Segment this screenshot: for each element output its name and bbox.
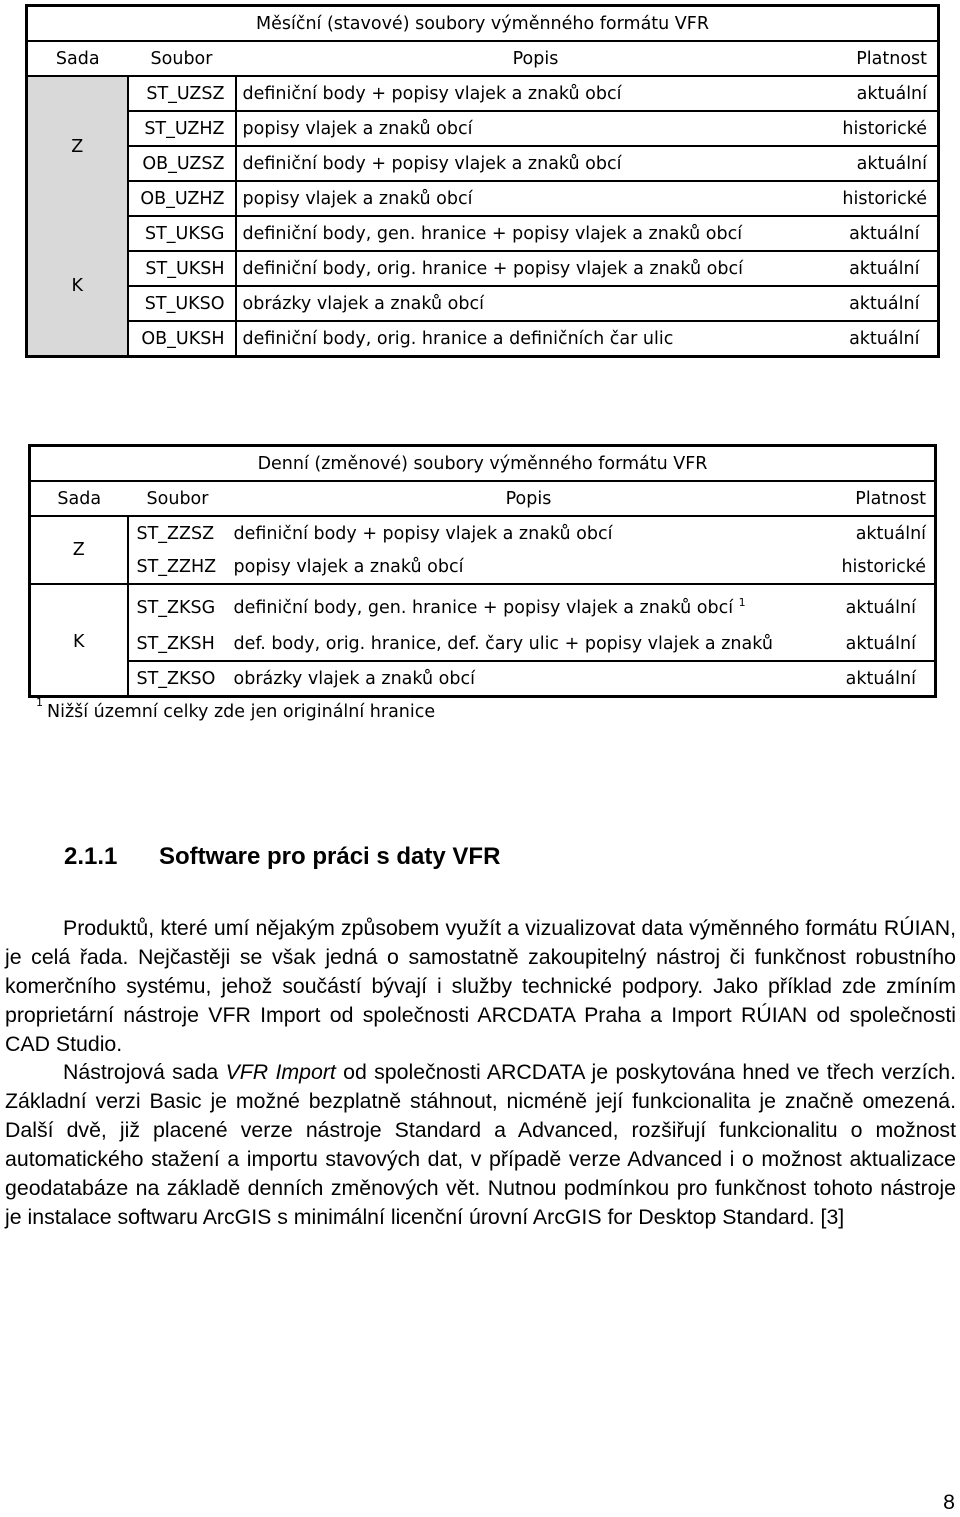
soubor-cell: ST_UZHZ bbox=[128, 111, 236, 146]
platnost-cell: aktuální bbox=[830, 627, 936, 661]
platnost-cell: historické bbox=[830, 550, 936, 584]
popis-cell: obrázky vlajek a znaků obcí bbox=[233, 668, 475, 689]
soubor-cell: OB_UKSH bbox=[128, 321, 236, 357]
popis-cell: definiční body, orig. hranice a definičních čar ulic bbox=[242, 328, 674, 349]
platnost-cell: aktuální bbox=[836, 251, 939, 286]
soubor-cell: OB_UZSZ bbox=[128, 146, 236, 181]
popis-cell: definiční body, gen. hranice + popisy vlajek a znaků obcí bbox=[236, 216, 836, 251]
platnost-cell: aktuální bbox=[849, 328, 920, 349]
header-soubor: Soubor bbox=[128, 41, 236, 76]
footnote bbox=[36, 696, 436, 722]
footnote-mark: 1 bbox=[738, 596, 746, 609]
platnost-cell: aktuální bbox=[836, 216, 939, 251]
paragraph bbox=[5, 1058, 956, 1232]
monthly-files-table bbox=[25, 4, 940, 358]
popis-cell: definiční body, orig. hranice + popisy vlajek a znaků obcí bbox=[236, 251, 836, 286]
paragraph-text: Produktů, které umí nějakým způsobem využít a vizualizovat data výměnného formátu RÚIAN, je celá řada. Nejčastěji se však jedná o samostatně zakoupitelný nástroj či funkčnost robustního komerčního systému, jehož součástí bývají i služby technické podpory. Jako příklad zde zmíním proprietární nástroje VFR Import od společnosti ARCDATA Praha a Import RÚIAN od společnosti CAD Studio. bbox=[5, 916, 956, 1056]
popis-cell: popisy vlajek a znaků obcí bbox=[228, 550, 830, 584]
sada-cell: Z bbox=[27, 76, 128, 216]
soubor-cell: ST_ZZSZ bbox=[136, 523, 215, 544]
platnost-cell: aktuální bbox=[855, 523, 927, 544]
platnost-cell: aktuální bbox=[845, 598, 916, 618]
header-sada: Sada bbox=[27, 41, 128, 76]
popis-cell: popisy vlajek a znaků obcí bbox=[236, 181, 836, 216]
header-soubor: Soubor bbox=[128, 481, 228, 516]
soubor-cell: ST_ZZHZ bbox=[128, 550, 228, 584]
paragraph bbox=[5, 914, 956, 1059]
header-popis: Popis bbox=[236, 41, 836, 76]
sada-cell: K bbox=[27, 216, 128, 357]
popis-cell: definiční body + popisy vlajek a znaků obcí bbox=[236, 146, 836, 181]
header-sada: Sada bbox=[30, 481, 128, 516]
table-title: Měsíční (stavové) soubory výměnného formátu VFR bbox=[27, 6, 939, 42]
header-platnost: Platnost bbox=[836, 41, 939, 76]
platnost-cell: aktuální bbox=[836, 146, 939, 181]
popis-cell: obrázky vlajek a znaků obcí bbox=[236, 286, 836, 321]
popis-cell: popisy vlajek a znaků obcí bbox=[236, 111, 836, 146]
sada-cell: K bbox=[30, 584, 128, 697]
soubor-cell: ST_UZSZ bbox=[128, 76, 236, 111]
section-number: 2.1.1 bbox=[64, 843, 118, 870]
page-number: 8 bbox=[943, 1490, 955, 1514]
header-popis: Popis bbox=[228, 481, 830, 516]
paragraph-text bbox=[5, 1058, 956, 1232]
paragraph-lead: Nástrojová sada bbox=[63, 1060, 226, 1084]
soubor-cell: ST_UKSH bbox=[128, 251, 236, 286]
soubor-cell: ST_UKSO bbox=[128, 286, 236, 321]
platnost-cell: aktuální bbox=[836, 286, 939, 321]
daily-files-table bbox=[28, 444, 937, 698]
platnost-cell: historické bbox=[836, 181, 939, 216]
popis-cell: def. body, orig. hranice, def. čary ulic + popisy vlajek a znaků bbox=[228, 627, 830, 661]
table-title: Denní (změnové) soubory výměnného formátu VFR bbox=[30, 446, 936, 482]
popis-cell bbox=[228, 584, 830, 627]
popis-cell: definiční body + popisy vlajek a znaků obcí bbox=[233, 523, 613, 544]
soubor-cell: OB_UZHZ bbox=[128, 181, 236, 216]
section-title: Software pro práci s daty VFR bbox=[159, 843, 501, 870]
sada-cell: Z bbox=[30, 516, 128, 584]
popis-text: definiční body, gen. hranice + popisy vlajek a znaků obcí bbox=[233, 598, 734, 618]
soubor-cell: ST_ZKSH bbox=[128, 627, 228, 661]
platnost-cell: aktuální bbox=[845, 668, 916, 689]
paragraph-rest: od společnosti ARCDATA je poskytována hned ve třech verzích. Základní verzi Basic je možné bezplatně stáhnout, nicméně její funkcionalita je značně omezená. Další dvě, již placené verze nástroje Standard a Advanced, rozšiřují funkcionalitu o možnost automatického stažení a importu stavových dat, v případě verze Advanced i o možnost aktualizace geodatabáze na základě denních změnových vět. Nutnou podmínkou pro funkčnost tohoto nástroje je instalace softwaru ArcGIS s minimální licenční úrovní ArcGIS for Desktop Standard. [3] bbox=[5, 1060, 957, 1229]
popis-cell: definiční body + popisy vlajek a znaků obcí bbox=[236, 76, 836, 111]
platnost-cell: historické bbox=[836, 111, 939, 146]
product-name: VFR Import bbox=[225, 1060, 336, 1084]
footnote-number: 1 bbox=[36, 696, 43, 709]
footnote-text: Nižší územní celky zde jen originální hranice bbox=[47, 701, 436, 722]
soubor-cell: ST_UKSG bbox=[128, 216, 236, 251]
soubor-cell: ST_ZKSO bbox=[136, 668, 216, 689]
section-heading bbox=[64, 843, 500, 871]
platnost-cell: aktuální bbox=[836, 76, 939, 111]
header-platnost: Platnost bbox=[830, 481, 936, 516]
soubor-cell: ST_ZKSG bbox=[136, 598, 216, 618]
